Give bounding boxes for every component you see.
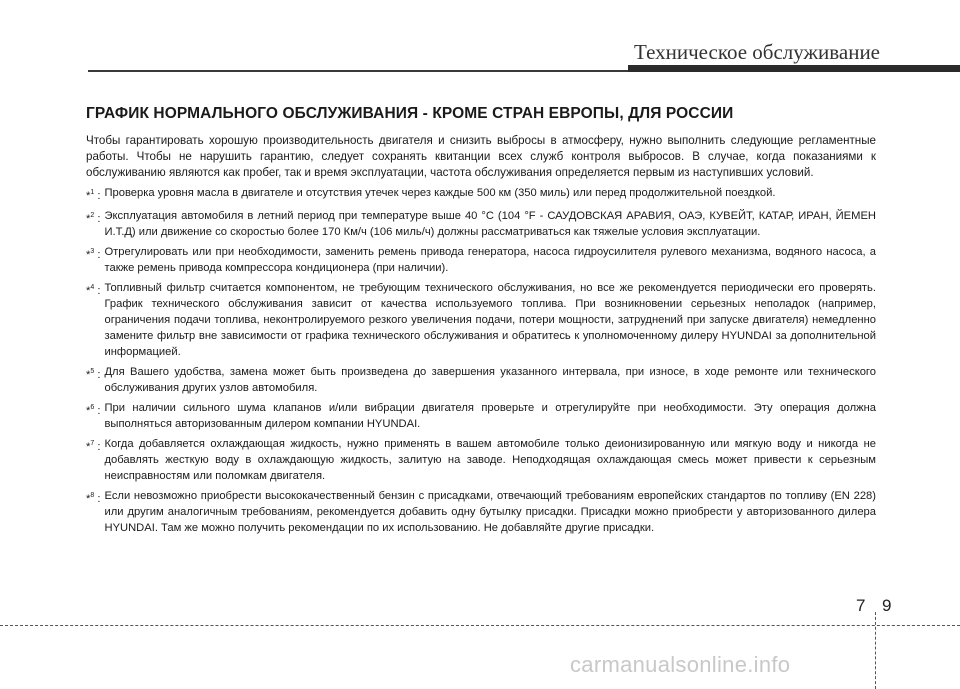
note-2 <box>86 208 876 240</box>
section-title: ГРАФИК НОРМАЛЬНОГО ОБСЛУЖИВАНИЯ - КРОМЕ СТРАН ЕВРОПЫ, ДЛЯ РОССИИ <box>86 105 734 122</box>
note-text: Для Вашего удобства, замена может быть произведена до завершения указанного интервала, при износе, в ходе ремонте или технического обслуживания других узлов автомобиля. <box>104 366 876 394</box>
note-8 <box>86 488 876 536</box>
intro-paragraph: Чтобы гарантировать хорошую производительность двигателя и снизить выбросы в атмосферу, нужно выполнить следующие регламентные работы. Чтобы не нарушить гарантию, следует сохранять квитанции всех служб контроля выбросов. В случае, когда показаниями к обслуживанию являются как пробег, так и время эксплуатации, частота обслуживания определяется первым из наступивших условий. <box>86 134 876 179</box>
note-6 <box>86 400 876 432</box>
note-marker: *$^4$ : <box>86 284 101 297</box>
page-number: 9 <box>882 596 892 615</box>
note-5 <box>86 364 876 396</box>
note-text: Проверка уровня масла в двигателе и отсутствия утечек через каждые 500 км (350 миль) или перед продолжительной поездкой. <box>104 187 776 199</box>
note-7 <box>86 436 876 484</box>
note-text: При наличии сильного шума клапанов и/или вибрации двигателя проверьте и отрегулируйте при необходимости. Эту операция должна выполняться авторизованным дилером компании HYUNDAI. <box>104 402 876 430</box>
note-marker: *$^7$ : <box>86 440 101 453</box>
footer-vertical-divider <box>875 612 876 689</box>
note-marker: *$^6$ : <box>86 404 101 417</box>
note-text: Эксплуатация автомобиля в летний период при температуре выше 40 °С (104 °F - САУДОВСКАЯ АРАВИЯ, ОАЭ, КУВЕЙТ, КАТАР, ИРАН, ЙЕМЕН И.Т.Д) или движение со скоростью более 170 Км/ч (106 миль/ч) должны рассматриваться как тяжелые условия эксплуатации. <box>104 210 876 238</box>
note-marker: *$^3$ : <box>86 248 101 261</box>
note-marker: *$^5$ : <box>86 368 101 381</box>
note-marker: *$^1$ : <box>86 189 101 202</box>
note-text: Отрегулировать или при необходимости, заменить ремень привода генератора, насоса гидроусилителя рулевого механизма, водяного насоса, а также ремень привода компрессора кондиционера (при наличии). <box>104 246 876 274</box>
note-1 <box>86 185 876 204</box>
watermark: carmanualsonline.info <box>570 652 791 677</box>
main-content <box>86 105 876 540</box>
note-3 <box>86 244 876 276</box>
footer-divider <box>0 625 960 626</box>
note-text: Топливный фильтр считается компонентом, не требующим технического обслуживания, но все же рекомендуется периодически его проверять. График технического обслуживания зависит от качества используемого топлива. При возникновении серьезных неполадок (например, ограничения подачи топлива, неконтролируемого резкого увеличения подачи, потери мощности, затруднений при запуске двигателя) немедленно замените фильтр вне зависимости от графика технического обслуживания и обратитесь к уполномоченному дилеру HYUNDAI за дополнительной информацией. <box>104 282 876 358</box>
note-text: Когда добавляется охлаждающая жидкость, нужно применять в вашем автомобиле только деионизированную или мягкую воду и никогда не добавлять жесткую воду в охлаждающую жидкость, залитую на заводе. Неподходящая охлаждающая смесь может привести к серьезным неисправностям или поломкам двигателя. <box>104 438 876 482</box>
chapter-number: 7 <box>856 596 866 615</box>
note-text: Если невозможно приобрести высококачественный бензин с присадками, отвечающий требованиям европейских стандартов по топливу (EN 228) или другим аналогичным требованиям, рекомендуется добавить одну бутылку присадки. Присадки можно приобрести у авторизованного дилера HYUNDAI. Там же можно получить рекомендации по их использованию. Не добавляйте другие присадки. <box>104 490 876 534</box>
note-marker: *$^8$ : <box>86 492 101 505</box>
header-rule-thick <box>628 65 960 72</box>
note-4 <box>86 280 876 360</box>
header-title: Техническое обслуживание <box>634 40 880 64</box>
note-marker: *$^2$ : <box>86 212 101 225</box>
